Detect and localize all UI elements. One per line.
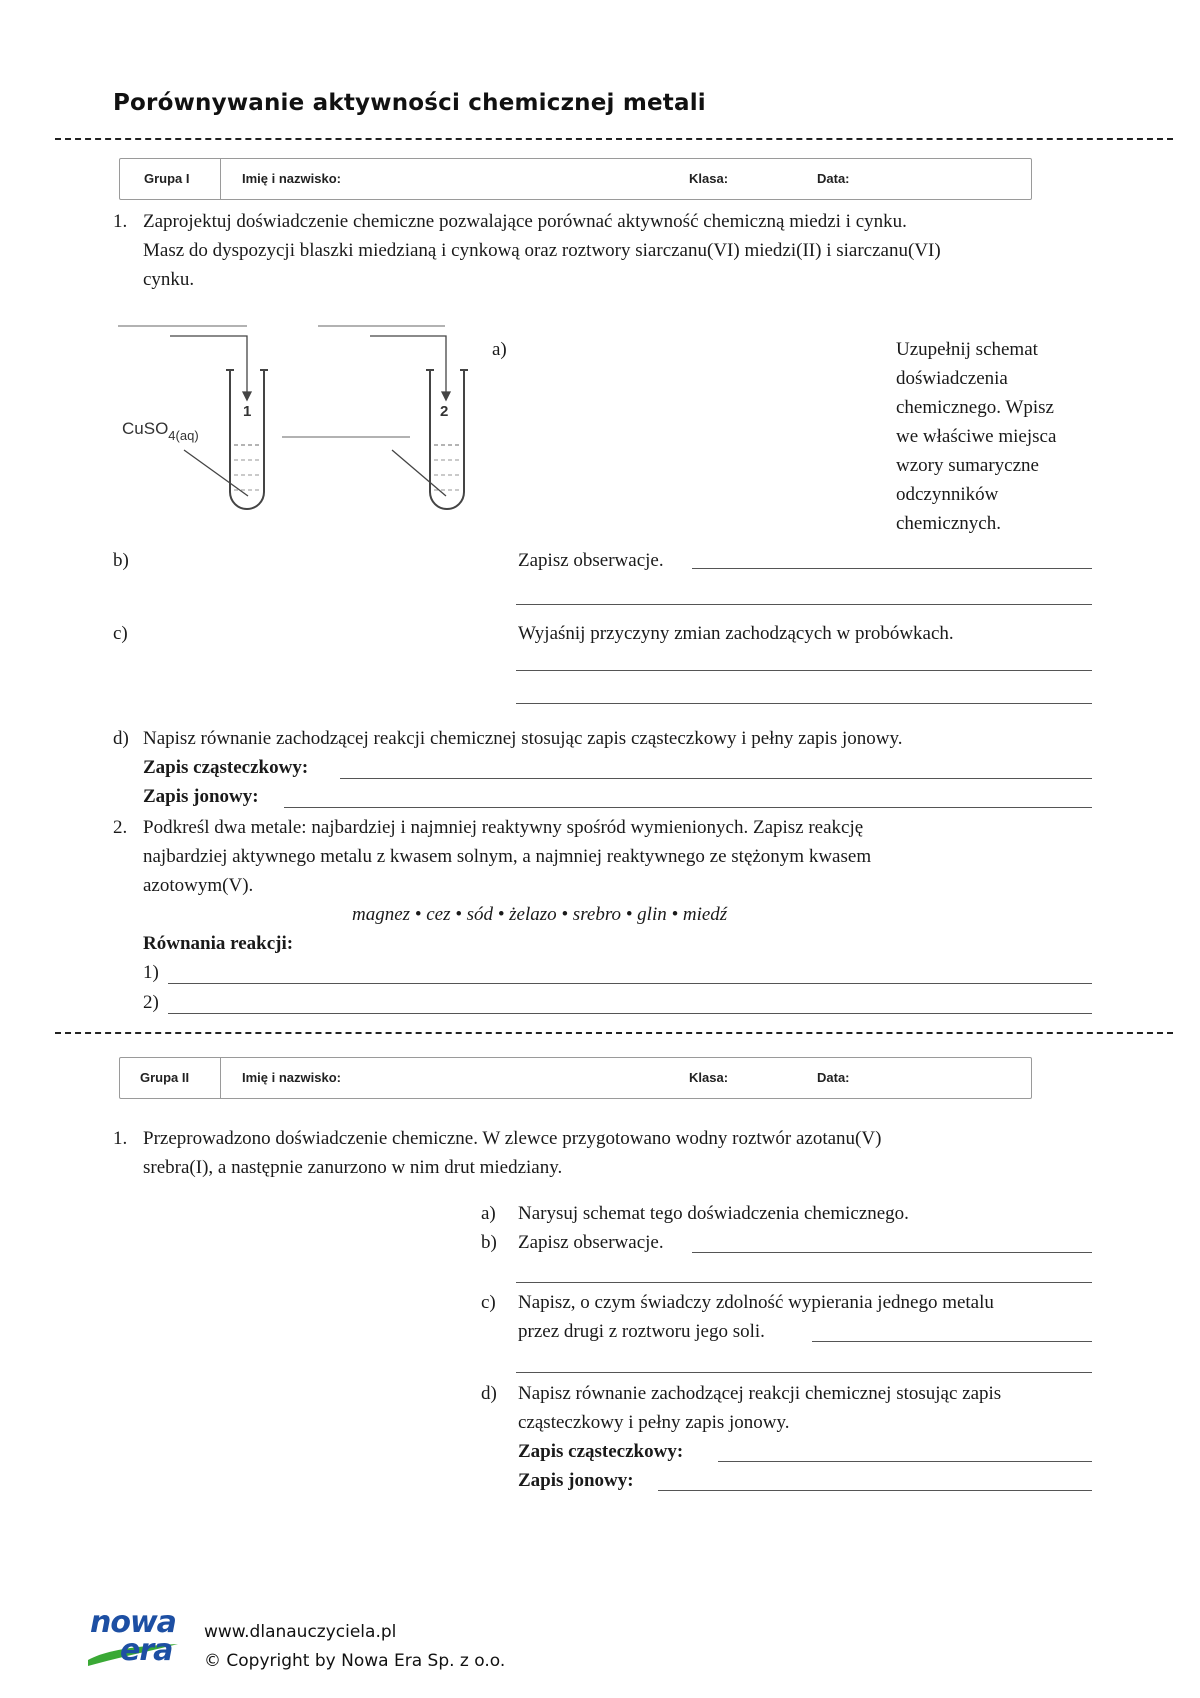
class-field-label: Klasa: — [689, 171, 729, 186]
task-text-line: srebra(I), a następnie zanurzono w nim drut miedziany. — [143, 1157, 563, 1178]
arrow-head-icon — [442, 392, 450, 400]
name-field-label: Imię i nazwisko: — [242, 1070, 341, 1085]
cut-line — [55, 138, 1173, 140]
subtask-label: b) — [113, 550, 129, 571]
reactions-label: Równania reakcji: — [143, 933, 294, 954]
task-text-line: azotowym(V). — [143, 875, 254, 896]
subtask-text: Wyjaśnij przyczyny zmian zachodzących w probówkach. — [518, 623, 954, 644]
task-text-line: Przeprowadzono doświadczenie chemiczne. W zlewce przygotowano wodny roztwór azotanu(V) — [143, 1128, 882, 1149]
task-text-line: cynku. — [143, 269, 195, 290]
answer-line[interactable] — [340, 778, 1092, 779]
group-label: Grupa I — [144, 171, 190, 186]
answer-line[interactable] — [658, 1490, 1092, 1491]
arrow-head-icon — [243, 392, 251, 400]
cut-line — [55, 1032, 1173, 1034]
subtask-text: Zapisz obserwacje. — [518, 550, 664, 571]
nowa-era-logo — [86, 1605, 186, 1674]
pointer-line — [184, 450, 248, 496]
subtask-text: cząsteczkowy i pełny zapis jonowy. — [518, 1412, 790, 1433]
tube-2-label: 2 — [440, 403, 449, 420]
task-number: 1. — [113, 1128, 128, 1149]
pointer-line — [392, 450, 446, 496]
footer-copyright: © Copyright by Nowa Era Sp. z o.o. — [204, 1651, 506, 1671]
tube-1-label: 1 — [243, 403, 252, 420]
molecular-label: Zapis cząsteczkowy: — [143, 757, 309, 778]
instruction-line: odczynników — [896, 484, 999, 505]
answer-line[interactable] — [284, 807, 1092, 808]
logo-text-bottom: era — [120, 1633, 173, 1668]
reaction-number: 1) — [143, 962, 159, 983]
answer-line[interactable] — [692, 568, 1092, 569]
subtask-label: d) — [481, 1383, 497, 1404]
subtask-text: Napisz równanie zachodzącej reakcji chemicznej stosując zapis — [518, 1383, 1002, 1404]
instruction-line: Uzupełnij schemat — [896, 339, 1038, 360]
instruction-line: chemicznego. Wpisz — [896, 397, 1054, 418]
instruction-line: chemicznych. — [896, 513, 1001, 534]
answer-line[interactable] — [516, 1372, 1092, 1373]
instruction-line: doświadczenia — [896, 368, 1008, 389]
date-field-label: Data: — [817, 1070, 850, 1085]
task-number: 1. — [113, 211, 128, 232]
subtask-text: Narysuj schemat tego doświadczenia chemicznego. — [518, 1203, 909, 1224]
task-text-line: najbardziej aktywnego metalu z kwasem solnym, a najmniej reaktywnego ze stężonym kwasem — [143, 846, 872, 867]
subtask-label: a) — [481, 1203, 496, 1224]
class-field-label: Klasa: — [689, 1070, 729, 1085]
ionic-label: Zapis jonowy: — [518, 1470, 634, 1491]
divider — [220, 159, 221, 199]
date-field-label: Data: — [817, 171, 850, 186]
answer-line[interactable] — [168, 1013, 1092, 1014]
test-tube-2 — [430, 370, 464, 509]
task-text-line: Podkreśl dwa metale: najbardziej i najmniej reaktywny spośród wymienionych. Zapisz reakcję — [143, 817, 864, 838]
answer-line[interactable] — [718, 1461, 1092, 1462]
answer-line[interactable] — [168, 983, 1092, 984]
task-text-line: Zaprojektuj doświadczenie chemiczne pozwalające porównać aktywność chemiczną miedzi i cynku. — [143, 211, 907, 232]
footer-url[interactable]: www.dlanauczyciela.pl — [204, 1622, 397, 1642]
answer-line[interactable] — [516, 670, 1092, 671]
name-field-label: Imię i nazwisko: — [242, 171, 341, 186]
answer-line[interactable] — [516, 703, 1092, 704]
answer-line[interactable] — [812, 1341, 1092, 1342]
subtask-text: Zapisz obserwacje. — [518, 1232, 664, 1253]
task-number: 2. — [113, 817, 128, 838]
page-title: Porównywanie aktywności chemicznej metali — [113, 90, 706, 116]
molecular-label: Zapis cząsteczkowy: — [518, 1441, 684, 1462]
subtask-label: b) — [481, 1232, 497, 1253]
group-label: Grupa II — [140, 1070, 190, 1085]
subtask-text: Napisz, o czym świadczy zdolność wypierania jednego metalu — [518, 1292, 994, 1313]
student-info-box — [119, 158, 1032, 200]
subtask-label: d) — [113, 728, 129, 749]
subtask-label: c) — [113, 623, 128, 644]
subtask-text: przez drugi z roztworu jego soli. — [518, 1321, 765, 1342]
subtask-label: c) — [481, 1292, 496, 1313]
task-text-line: Masz do dyspozycji blaszki miedzianą i cynkową oraz roztwory siarczanu(VI) miedzi(II) i siarczanu(VI) — [143, 240, 941, 261]
reaction-number: 2) — [143, 992, 159, 1013]
answer-line[interactable] — [516, 604, 1092, 605]
metals-list: magnez • cez • sód • żelazo • srebro • glin • miedź — [352, 904, 728, 925]
arrow-line — [170, 336, 247, 395]
arrow-line — [370, 336, 446, 395]
answer-line[interactable] — [692, 1252, 1092, 1253]
test-tubes-diagram — [110, 320, 480, 520]
answer-line[interactable] — [516, 1282, 1092, 1283]
divider — [220, 1058, 221, 1098]
instruction-line: wzory sumaryczne — [896, 455, 1039, 476]
student-info-box — [119, 1057, 1032, 1099]
ionic-label: Zapis jonowy: — [143, 786, 259, 807]
logo-text-top: nowa — [90, 1605, 176, 1640]
subtask-label: a) — [492, 339, 507, 360]
reagent-label: CuSO$_{4(aq)}$ — [122, 419, 199, 443]
instruction-line: we właściwe miejsca — [896, 426, 1057, 447]
subtask-text: Napisz równanie zachodzącej reakcji chemicznej stosując zapis cząsteczkowy i pełny zapis jonowy. — [143, 728, 903, 749]
